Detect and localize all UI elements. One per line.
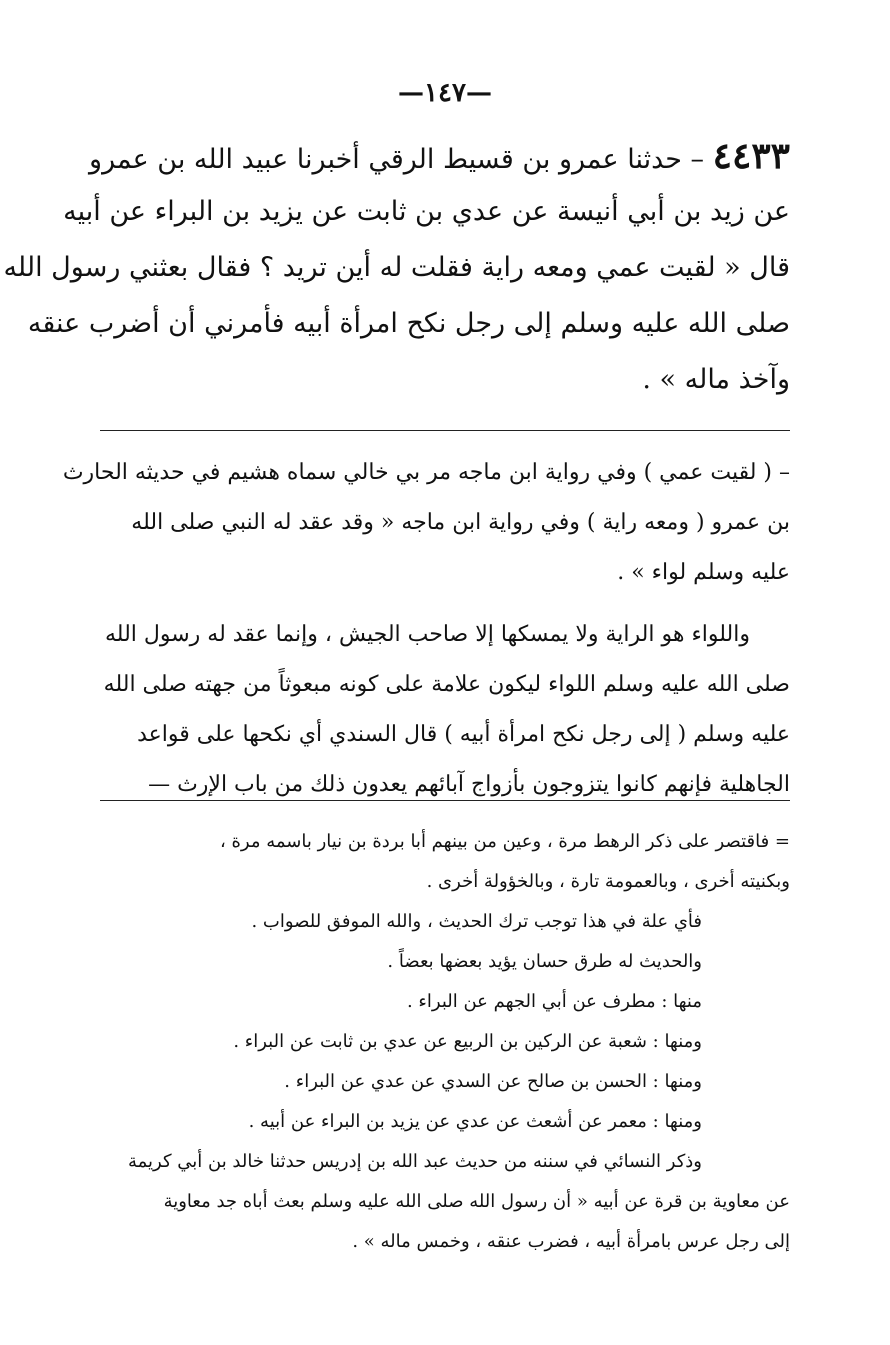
footnote-line: ومنها : شعبة عن الركين بن الربيع عن عدي بن ثابت عن البراء . [233, 1031, 702, 1052]
hadith-line [89, 128, 790, 184]
commentary-line: صلى الله عليه وسلم اللواء ليكون علامة على كونه مبعوثاً من جهته صلى الله [103, 672, 790, 697]
commentary-line: – ( لقيت عمي ) وفي رواية ابن ماجه مر بي خالي سماه هشيم في حديثه الحارث [62, 460, 790, 485]
footnote-line: منها : مطرف عن أبي الجهم عن البراء . [406, 991, 702, 1012]
hadith-number: ٤٤٣٣ [712, 135, 790, 177]
footnote-line: إلى رجل عرس بامرأة أبيه ، فضرب عنقه ، وخمس ماله » . [352, 1231, 790, 1252]
footnote-line: وذكر النسائي في سننه من حديث عبد الله بن إدريس حدثنا خالد بن أبي كريمة [127, 1151, 702, 1172]
footnote-line: عن معاوية بن قرة عن أبيه « أن رسول الله صلى الله عليه وسلم بعث أباه جد معاوية [163, 1191, 790, 1212]
hadith-line-text: – حدثنا عمرو بن قسيط الرقي أخبرنا عبيد الله بن عمرو [89, 144, 705, 175]
hadith-line: قال « لقيت عمي ومعه راية فقلت له أين تريد ؟ فقال بعثني رسول الله [3, 252, 790, 283]
commentary-line: واللواء هو الراية ولا يمسكها إلا صاحب الجيش ، وإنما عقد له رسول الله [105, 622, 750, 647]
hadith-line: صلى الله عليه وسلم إلى رجل نكح امرأة أبيه فأمرني أن أضرب عنقه [27, 308, 790, 339]
page-number: —١٤٧— [398, 78, 492, 108]
hadith-line: وآخذ ماله » . [642, 364, 790, 395]
footnote-line: والحديث له طرق حسان يؤيد بعضها بعضاً . [387, 951, 702, 972]
footnote-line: فأي علة في هذا توجب ترك الحديث ، والله الموفق للصواب . [251, 911, 702, 932]
footnotes [100, 822, 790, 1262]
footnote-divider [100, 800, 790, 801]
commentary [62, 448, 790, 810]
hadith-line: عن زيد بن أبي أنيسة عن عدي بن ثابت عن يزيد بن البراء عن أبيه [63, 196, 790, 227]
commentary-line: عليه وسلم ( إلى رجل نكح امرأة أبيه ) قال السندي أي نكحها على قواعد [137, 722, 790, 747]
footnote-line: = فاقتصر على ذكر الرهط مرة ، وعين من بينهم أبا بردة بن نيار باسمه مرة ، [219, 831, 790, 852]
hadith-text [3, 128, 790, 408]
commentary-line: عليه وسلم لواء » . [617, 560, 790, 585]
commentary-line: بن عمرو ( ومعه راية ) وفي رواية ابن ماجه « وقد عقد له النبي صلى الله [131, 510, 790, 535]
footnote-line: ومنها : معمر عن أشعث عن عدي عن يزيد بن البراء عن أبيه . [248, 1111, 702, 1132]
footnote-line: وبكنيته أخرى ، وبالعمومة تارة ، وبالخؤولة أخرى . [426, 871, 790, 892]
commentary-line: الجاهلية فإنهم كانوا يتزوجون بأزواج آبائهم يعدون ذلك من باب الإرث — [148, 772, 790, 797]
section-divider [100, 430, 790, 431]
footnote-line: ومنها : الحسن بن صالح عن السدي عن عدي عن البراء . [284, 1071, 702, 1092]
